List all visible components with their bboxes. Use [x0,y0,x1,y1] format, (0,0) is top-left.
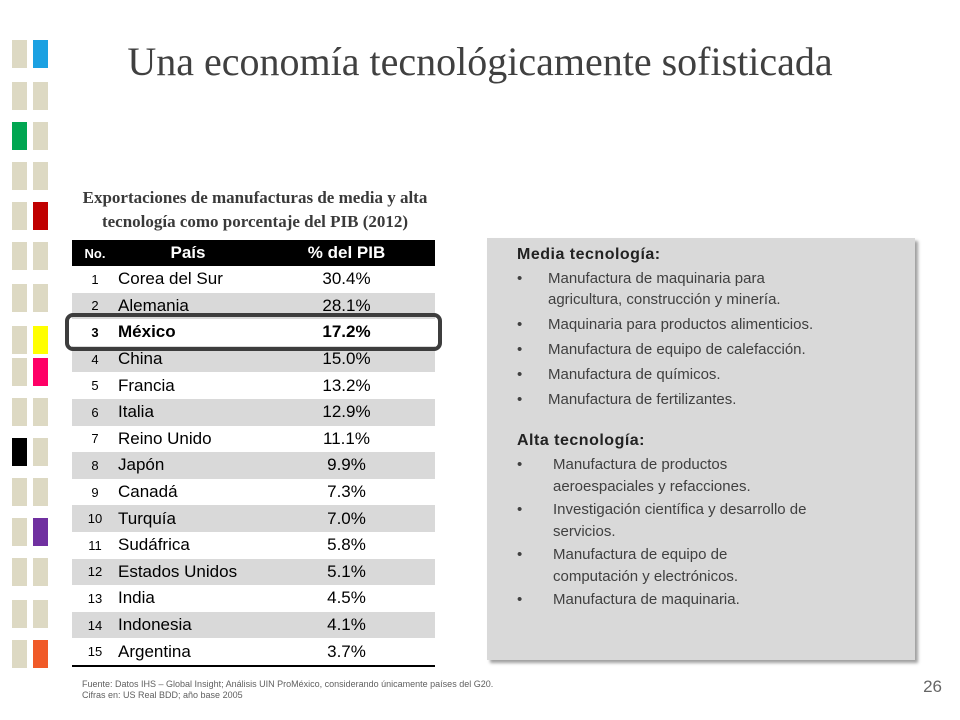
row-pct: 5.8% [327,535,366,555]
alta-heading: Alta tecnología: [517,432,646,449]
alta-item: • Manufactura de productos aeroespaciales y refacciones. [517,454,793,498]
row-number: 5 [91,378,99,394]
row-country: Francia [118,375,175,395]
table-title-line-1: Exportaciones de manufacturas de media y alta [82,188,428,207]
row-pct: 12.9% [258,399,435,426]
deco-square [12,518,27,546]
row-country: Reino Unido [118,428,212,448]
table-title-line-2: tecnología como porcentaje del PIB (2012) [101,212,409,231]
row-number: 11 [88,537,102,553]
deco-square [33,600,48,628]
row-country: Japón [118,452,258,479]
media-item: • Manufactura de maquinaria para agricultura, construcción y minería. [517,268,828,310]
row-pct: 7.0% [258,505,435,532]
row-pct: 4.1% [258,612,435,639]
deco-square [12,242,27,270]
deco-square [12,478,27,506]
row-country: Estados Unidos [118,559,258,586]
alta-list [517,454,907,611]
row-country: Sudáfrica [118,535,190,555]
table-row [72,559,435,586]
row-country: Argentina [118,638,258,666]
row-number: 10 [72,505,118,532]
deco-square [33,518,48,546]
deco-square [33,82,48,110]
source-line-2: Cifras en: US Real BDD; año base 2005 [82,690,243,700]
table-header-row [72,240,435,266]
row-country: India [118,588,155,608]
row-number: 6 [72,399,118,426]
media-item: • Maquinaria para productos alimenticios. [517,314,907,335]
table-row [72,426,435,453]
deco-square [12,358,27,386]
table-row [72,266,435,293]
deco-square [12,162,27,190]
media-heading: Media tecnología: [517,246,661,263]
row-country: China [118,346,258,373]
deco-square [33,358,48,386]
table-row [72,505,435,532]
row-country: Italia [118,399,258,426]
row-country: Corea del Sur [118,269,223,289]
deco-square [33,242,48,270]
row-number: 14 [72,612,118,639]
row-country: Turquía [118,505,258,532]
row-number: 4 [72,346,118,373]
media-item: • Manufactura de fertilizantes. [517,389,907,410]
row-number: 1 [91,271,99,287]
row-pct: 11.1% [323,428,370,448]
deco-square [12,122,27,150]
row-pct: 3.7% [258,638,435,666]
deco-square [33,284,48,312]
row-number: 12 [72,559,118,586]
deco-square [12,640,27,668]
deco-square [33,438,48,466]
slide-title: Una economía tecnológicamente sofisticada [127,39,833,84]
row-country: Indonesia [118,612,258,639]
table-row [72,585,435,612]
table-row [72,372,435,399]
exports-table [72,240,435,667]
table-row [72,612,435,639]
row-number: 8 [72,452,118,479]
header-no: No. [72,240,118,266]
deco-square [12,558,27,586]
deco-square [12,600,27,628]
technology-panel [487,238,915,660]
row-pct: 15.0% [258,346,435,373]
deco-square [33,640,48,668]
table-title [30,186,480,234]
row-pct: 13.2% [322,375,371,395]
row-pct: 30.4% [322,269,371,289]
page-number: 26 [923,677,942,696]
row-number: 3 [91,324,99,340]
row-pct: 5.1% [258,559,435,586]
row-number: 13 [87,590,103,606]
row-pct: 4.5% [327,588,366,608]
source-line-1: Fuente: Datos IHS – Global Insight; Análisis UIN ProMéxico, considerando únicamente países del G20. [82,679,494,689]
deco-square [12,202,27,230]
row-number: 15 [72,638,118,666]
table-row [72,479,435,506]
alta-item: • Manufactura de equipo de computación y electrónicos. [517,544,803,588]
row-pct: 9.9% [258,452,435,479]
row-country: Alemania [118,293,258,320]
row-pct: 28.1% [258,293,435,320]
row-pct: 7.3% [327,482,366,502]
alta-item: • Investigación científica y desarrollo de servicios. [517,499,853,543]
header-pct: % del PIB [258,240,435,266]
media-item: • Manufactura de químicos. [517,364,907,385]
row-country: México [118,322,176,342]
deco-square [33,122,48,150]
alta-item: • Manufactura de maquinaria. [517,589,907,611]
row-number: 2 [72,293,118,320]
row-country: Canadá [118,482,178,502]
media-item: • Manufactura de equipo de calefacción. [517,339,907,360]
deco-square [12,82,27,110]
deco-square [12,438,27,466]
media-list [517,268,907,410]
deco-square [12,398,27,426]
deco-square [33,558,48,586]
alta-section [517,432,907,612]
deco-square [33,326,48,354]
table-row [72,399,435,426]
row-pct: 17.2% [322,322,371,342]
row-number: 9 [91,484,99,500]
source-note [82,679,493,701]
header-country: País [118,240,258,266]
deco-square [33,478,48,506]
media-section [517,246,907,414]
deco-square [33,398,48,426]
table-row [72,452,435,479]
table-row [72,638,435,666]
table-row [72,532,435,559]
row-number: 7 [91,431,99,447]
deco-square [12,326,27,354]
deco-square [12,284,27,312]
mexico-highlight [65,313,442,351]
